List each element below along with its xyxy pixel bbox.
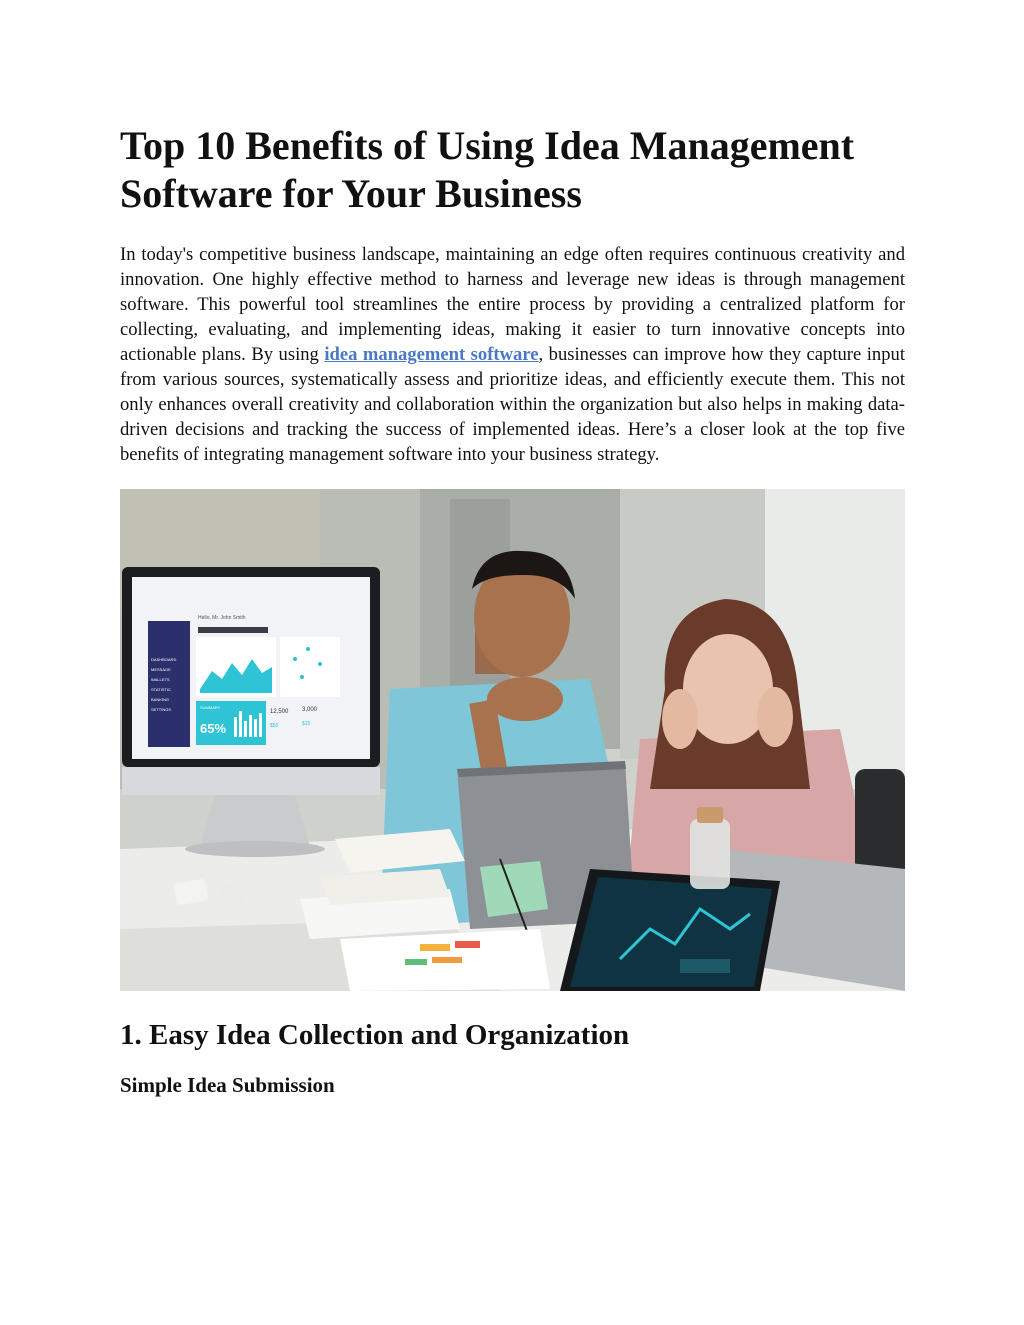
section-1-subheading: Simple Idea Submission <box>120 1073 335 1097</box>
screen-menu-3: STATISTIC <box>151 687 171 692</box>
article-title: Top 10 Benefits of Using Idea Management Software for Your Business <box>120 123 855 216</box>
screen-stat-d: $15 <box>302 721 311 727</box>
screen-menu-2: WALLETS <box>151 677 170 682</box>
screen-stat-a: 12,500 <box>270 709 289 715</box>
screen-stat-b: 3,000 <box>302 707 318 713</box>
office-photo <box>120 489 905 991</box>
screen-sidebar <box>148 621 190 747</box>
idea-management-software-link[interactable]: idea management software <box>324 344 539 365</box>
screen-summary-label: SUMMARY <box>200 705 221 710</box>
intro-text-before-link: In today's competitive business landscape, maintaining an edge often requires continuous creativity and innovation. One highly effective method to harness and leverage new ideas is through management software. This powerful tool streamlines the entire process by providing a centralized platform for collecting, evaluating, and implementing ideas, making it easier to turn innovative concepts into actionable plans. By using <box>120 244 905 365</box>
screen-menu-0: DASHBOARD <box>151 657 177 662</box>
screen-stat-c: $50 <box>270 723 279 729</box>
screen-greeting: Hello, Mr. John Smith <box>198 615 246 621</box>
tablet <box>560 869 780 991</box>
section-1-heading: 1. Easy Idea Collection and Organization <box>120 1019 630 1051</box>
screen-menu-1: MESSAGE <box>151 667 171 672</box>
screen-summary-value: 65% <box>200 721 227 736</box>
intro-text-after-link: , businesses can improve how they capture input from various sources, systematically assess and prioritize ideas, and efficiently execute them. This not only enhances overall creativity and collaboration within the organization but also helps in making data-driven decisions and tracking the success of implemented ideas. Here’s a closer look at the top five benefits of integrating management software into your business strategy. <box>120 344 905 465</box>
document-page <box>120 122 905 1099</box>
intro-paragraph <box>120 242 905 467</box>
screen-menu-5: SETTINGS <box>151 707 172 712</box>
screen-menu-4: BANKING <box>151 697 170 702</box>
